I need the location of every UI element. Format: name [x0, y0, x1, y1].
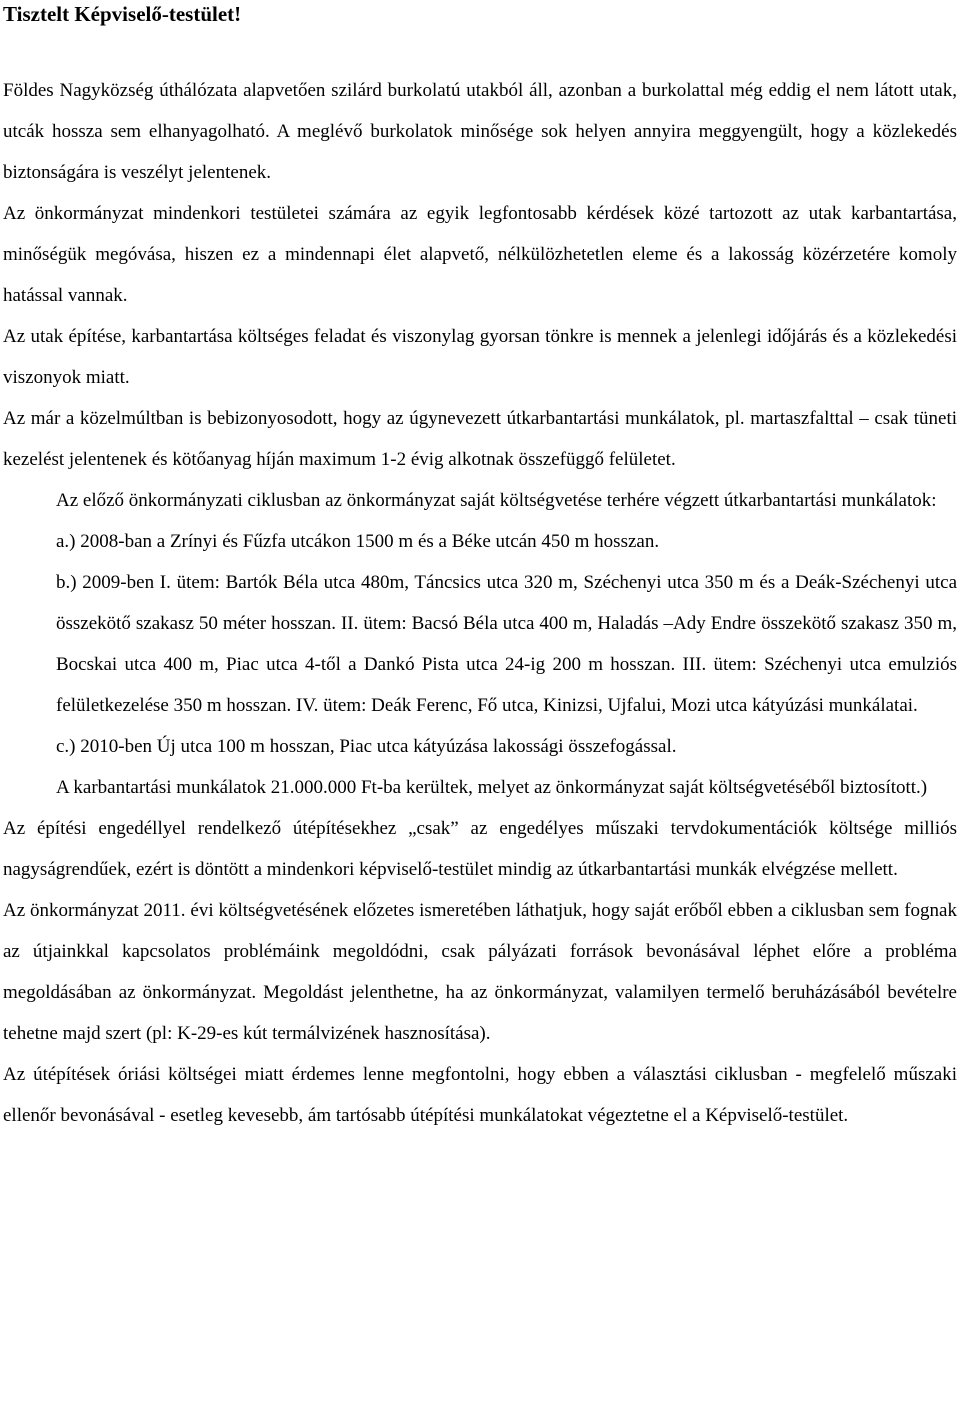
paragraph-road-costs: Az utak építése, karbantartása költséges feladat és viszonylag gyorsan tönkre is mennek a jelenlegi időjárás és a közlekedési viszonyok miatt. [3, 326, 957, 388]
paragraph-previous-cycle: Az előző önkormányzati ciklusban az önkormányzat saját költségvetése terhére végzett útkarbantartási munkálatok: [56, 490, 937, 511]
list-item-2008: a.) 2008-ban a Zrínyi és Fűzfa utcákon 1500 m és a Béke utcán 450 m hosszan. [56, 531, 660, 552]
paragraph-maintenance-cost: A karbantartási munkálatok 21.000.000 Ft-ba kerültek, melyet az önkormányzat saját költségvetéséből biztosított.) [56, 777, 928, 798]
paragraph-maintenance-importance: Az önkormányzat mindenkori testületei számára az egyik legfontosabb kérdések közé tartozott az utak karbantartása, minőségük megóvása, hiszen ez a mindennapi élet alapvető, nélkülözhetetlen eleme és a lakosság közérzetére komoly hatással vannak. [3, 203, 957, 306]
spacer [3, 27, 957, 70]
paragraph-permit-costs: Az építési engedéllyel rendelkező útépítésekhez „csak” az engedélyes műszaki tervdokumentációk költsége milliós nagyságrendűek, ezért is döntött a mindenkori képviselő-testület mindig az útkarbantartási munkák elvégzése mellett. [3, 818, 957, 880]
document-heading: Tisztelt Képviselő-testület! [3, 2, 242, 26]
document-page [3, 0, 957, 1136]
paragraph-temporary-repairs: Az már a közelmúltban is bebizonyosodott, hogy az úgynevezett útkarbantartási munkálatok, pl. martaszfalttal – csak tüneti kezelést jelentenek és kötőanyag híján maximum 1-2 évig alkotnak összefüggő felületet. [3, 408, 957, 470]
list-item-2009: b.) 2009-ben I. ütem: Bartók Béla utca 480m, Táncsics utca 320 m, Széchenyi utca 350 m és a Deák-Széchenyi utca összekötő szakasz 50 méter hosszan. II. ütem: Bacsó Béla utca 400 m, Haladás –Ady Endre összekötő szakasz 350 m, Bocskai utca 400 m, Piac utca 4-től a Dankó Pista utca 24-ig 200 m hosszan. III. ütem: Széchenyi utca emulziós felületkezelése 350 m hosszan. IV. ütem: Deák Ferenc, Fő utca, Kinizsi, Ujfalui, Mozi utca kátyúzási munkálatai. [56, 572, 957, 716]
list-item-2010: c.) 2010-ben Új utca 100 m hosszan, Piac utca kátyúzása lakossági összefogással. [56, 736, 677, 757]
paragraph-budget-2011: Az önkormányzat 2011. évi költségvetésének előzetes ismeretében láthatjuk, hogy saját erőből ebben a ciklusban sem fognak az útjainkkal kapcsolatos problémáink megoldódni, csak pályázati források bevonásával léphet előre a probléma megoldásában az önkormányzat. Megoldást jelenthetne, ha az önkormányzat, valamilyen termelő beruházásából bevételre tehetne majd szert (pl: K-29-es kút termálvizének hasznosítása). [3, 900, 957, 1044]
paragraph-recommendation: Az útépítések óriási költségei miatt érdemes lenne megfontolni, hogy ebben a választási ciklusban - megfelelő műszaki ellenőr bevonásával - esetleg kevesebb, ám tartósabb útépítési munkálatokat végeztetne el a Képviselő-testület. [3, 1064, 957, 1126]
paragraph-road-network: Földes Nagyközség úthálózata alapvetően szilárd burkolatú utakból áll, azonban a burkolattal még eddig el nem látott utak, utcák hossza sem elhanyagolható. A meglévő burkolatok minősége sok helyen annyira meggyengült, hogy a közlekedés biztonságára is veszélyt jelentenek. [3, 80, 957, 183]
